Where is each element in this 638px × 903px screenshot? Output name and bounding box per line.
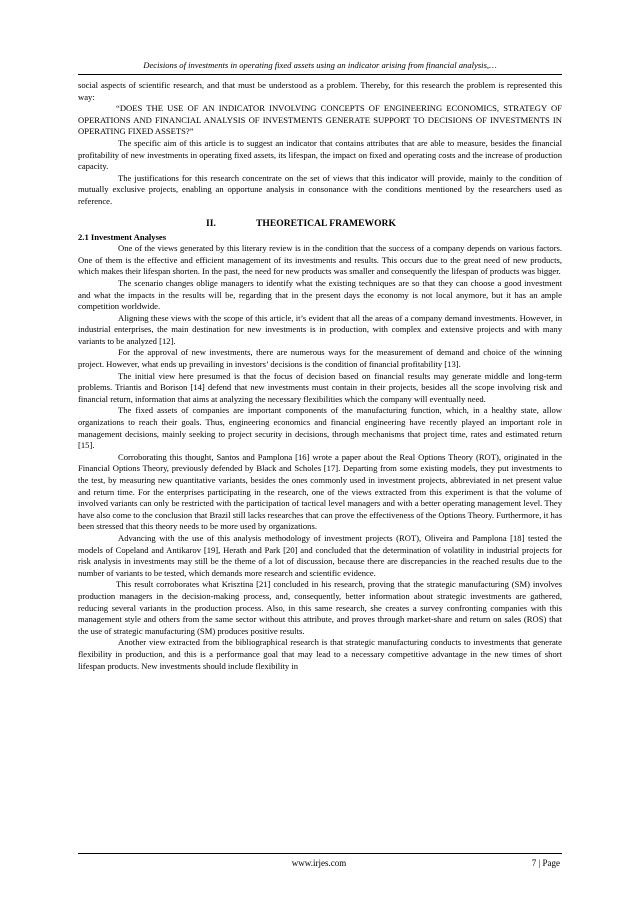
- paragraph: The initial view here presumed is that the focus of decision based on financial results may generate middle and long-term problems. Triantis and Borison [14] defend that new investments must contain in their projects, besides all the scope involving risk and financial return, information that aims at analyzing the necessary flexibilities which the company will eventually need.: [78, 370, 562, 404]
- paragraph: The scenario changes oblige managers to identify what the existing techniques are so that they can choose a good investment and what the impacts in the results will be, regarding that in the present days the economy is not local anymore, but it has an ample competition worldwide.: [78, 277, 562, 312]
- paragraph: For the approval of new investments, there are numerous ways for the measurement of demand and choice of the winning project. However, what ends up prevailing in investors’ decisions is the condition of financial profitability [13].: [78, 347, 562, 370]
- research-question: “DOES THE USE OF AN INDICATOR INVOLVING CONCEPTS OF ENGINEERING ECONOMICS, STRATEGY OF OPERATIONS AND FINANCIAL ANALYSIS OF INVESTMENTS GENERATE SUPPORT TO DECISIONS OF INVESTMENTS IN OPERATING FIXED ASSETS?”: [78, 103, 562, 137]
- page-number: 7 | Page: [531, 858, 560, 868]
- paragraph: Another view extracted from the bibliographical research is that strategic manufacturing conducts to investments that generate flexibility in production, and this is a performance goal that may lead to a necessary competitive advantage in the new times of short lifespan products. New investments should include flexibility in: [78, 637, 562, 671]
- document-body: [78, 80, 562, 672]
- paragraph: This result corroborates what Krisztina [21] concluded in his research, proving that the strategic manufacturing (SM) involves production managers in the decision-making process, and, consequently, better information about strategic investments are gathered, reducing several variants in the production process. Also, in this same research, she creates a survey confronting companies with this management style and others from the same sector without this attribute, and proves through market-share and return on sales (ROS) that the use of strategic manufacturing (SM) produces positive results.: [78, 579, 562, 636]
- paragraph: Aligning these views with the scope of this article, it’s evident that all the areas of a company demand investments. However, in industrial enterprises, the main destination for new investments is in production, with complex and extensive projects and with many variants to be analyzed [12].: [78, 312, 562, 346]
- paragraph: The specific aim of this article is to suggest an indicator that contains attributes that are able to measure, besides the financial profitability of new investments in operating fixed assets, its lifespan, the impact on fixed and operating costs and the increase of production capacity.: [78, 137, 562, 172]
- paragraph: social aspects of scientific research, and that must be understood as a problem. Thereby, for this research the problem is represented this way:: [78, 80, 562, 102]
- running-header: Decisions of investments in operating fixed assets using an indicator arising from financial analysis,…: [143, 60, 497, 70]
- paragraph: One of the views generated by this literary review is in the condition that the success of a company depends on various factors. One of them is the effective and efficient management of its investments and results. This occurs due to the great need of new products, which makes their lifespan shorten. In the past, the need for new products was smaller and consequently the lifespan of products was bigger.: [78, 243, 562, 277]
- section-title: THEORETICAL FRAMEWORK: [256, 217, 396, 229]
- footer-divider: [78, 853, 562, 854]
- paragraph: Advancing with the use of this analysis methodology of investment projects (ROT), Oliveira and Pamplona [18] tested the models of Copeland and Antikarov [19], Herath and Park [20] and concluded that the determination of volatility in industrial projects for risk analysis in investments may still be the theme of a lot of discussion, because there are discrepancies in the reached results due to the number of variants to be tested, which demands more research and scientific evidence.: [78, 532, 562, 578]
- paragraph: The fixed assets of companies are important components of the manufacturing function, which, in a healthy state, allow organizations to reach their goals. Thus, engineering economics and financial engineering have recently played an important role in management decisions, mainly seeking to project security in decisions, through mechanisms that project time, rates and estimated return [15].: [78, 405, 562, 451]
- subsection-heading: 2.1 Investment Analyses: [78, 231, 167, 242]
- section-number: II.: [206, 217, 216, 229]
- header-divider: [78, 74, 562, 75]
- paragraph: Corroborating this thought, Santos and Pamplona [16] wrote a paper about the Real Options Theory (ROT), originated in the Financial Options Theory, previously defended by Black and Scholes [17]. Departing from some existing models, they put investments to the test, by measuring new quantitative variants, besides the ones commonly used in investment projects, abbreviated in net present value and return time. For the enterprises participating in the research, one of the views extracted from this experiment is that the volume of involved variants can only be restricted with the participation of tactical level managers and with a better operating management level. They have also come to the conclusion that Brazil still lacks researches that can prove the effectiveness of the Options Theory. Furthermore, it has been stressed that this theory needs to be more used by organizations.: [78, 451, 562, 532]
- paragraph: The justifications for this research concentrate on the set of views that this indicator will provide, mainly to the condition of mutually exclusive projects, enabling an opportune analysis in consonance with the conditions mentioned by the researchers used as reference.: [78, 172, 562, 206]
- footer-url: www.irjes.com: [291, 858, 347, 868]
- section-heading: [78, 218, 562, 231]
